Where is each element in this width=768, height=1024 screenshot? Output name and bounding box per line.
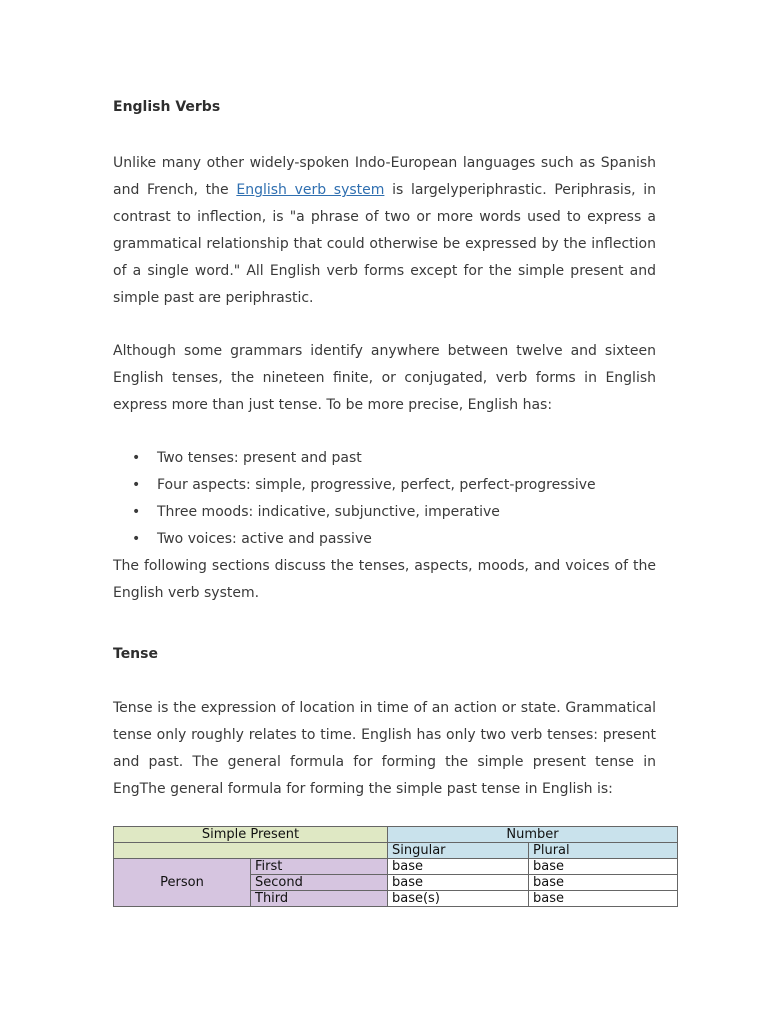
verb-features-list — [113, 445, 656, 553]
plural-value-cell: base — [529, 891, 678, 907]
intro-text-after-link: is largelyperiphrastic. Periphrasis, in contrast to inflection, is "a phrase of two or more words used to express a grammatical relationship that could otherwise be expressed by the inflection of a single word." All English verb forms except for the simple present and simple past are periphrastic. — [113, 182, 657, 306]
section-heading-tense: Tense — [113, 646, 158, 662]
list-item: • Four aspects: simple, progressive, perfect, perfect-progressive — [157, 472, 656, 499]
singular-header-cell: Singular — [388, 843, 529, 859]
table-row — [114, 827, 678, 843]
singular-value-cell: base — [388, 875, 529, 891]
grammars-paragraph: Although some grammars identify anywhere between twelve and sixteen English tenses, the nineteen finite, or conjugated, verb forms in English express more than just tense. To be more precise, English has: — [113, 343, 656, 413]
sections-paragraph: The following sections discuss the tenses, aspects, moods, and voices of the English verb system. — [113, 558, 656, 601]
table-row — [114, 843, 678, 859]
number-header-cell: Number — [388, 827, 678, 843]
person-cell: Person — [114, 859, 251, 907]
person-label-cell: First — [251, 859, 388, 875]
intro-text-before-link: Unlike many other widely-spoken Indo-European languages such as Spanish and French, the — [113, 155, 656, 198]
intro-paragraph — [113, 150, 656, 312]
english-verb-system-link[interactable]: English verb system — [236, 182, 385, 198]
tense-paragraph: Tense is the expression of location in time of an action or state. Grammatical tense only roughly relates to time. English has only two verb tenses: present and past. The general formula for forming the simple present tense in EngThe general formula for forming the simple past tense in English is: — [113, 700, 656, 797]
singular-value-cell: base(s) — [388, 891, 529, 907]
empty-header-cell — [114, 843, 388, 859]
person-label-cell: Second — [251, 875, 388, 891]
list-item: • Two voices: active and passive — [157, 526, 656, 553]
plural-value-cell: base — [529, 859, 678, 875]
list-item: • Two tenses: present and past — [157, 445, 656, 472]
table-title-cell: Simple Present — [114, 827, 388, 843]
table-row — [114, 859, 678, 875]
plural-value-cell: base — [529, 875, 678, 891]
list-item: • Three moods: indicative, subjunctive, imperative — [157, 499, 656, 526]
simple-present-table — [113, 826, 678, 907]
plural-header-cell: Plural — [529, 843, 678, 859]
page-title: English Verbs — [113, 99, 221, 115]
document-body — [113, 96, 656, 803]
singular-value-cell: base — [388, 859, 529, 875]
person-label-cell: Third — [251, 891, 388, 907]
